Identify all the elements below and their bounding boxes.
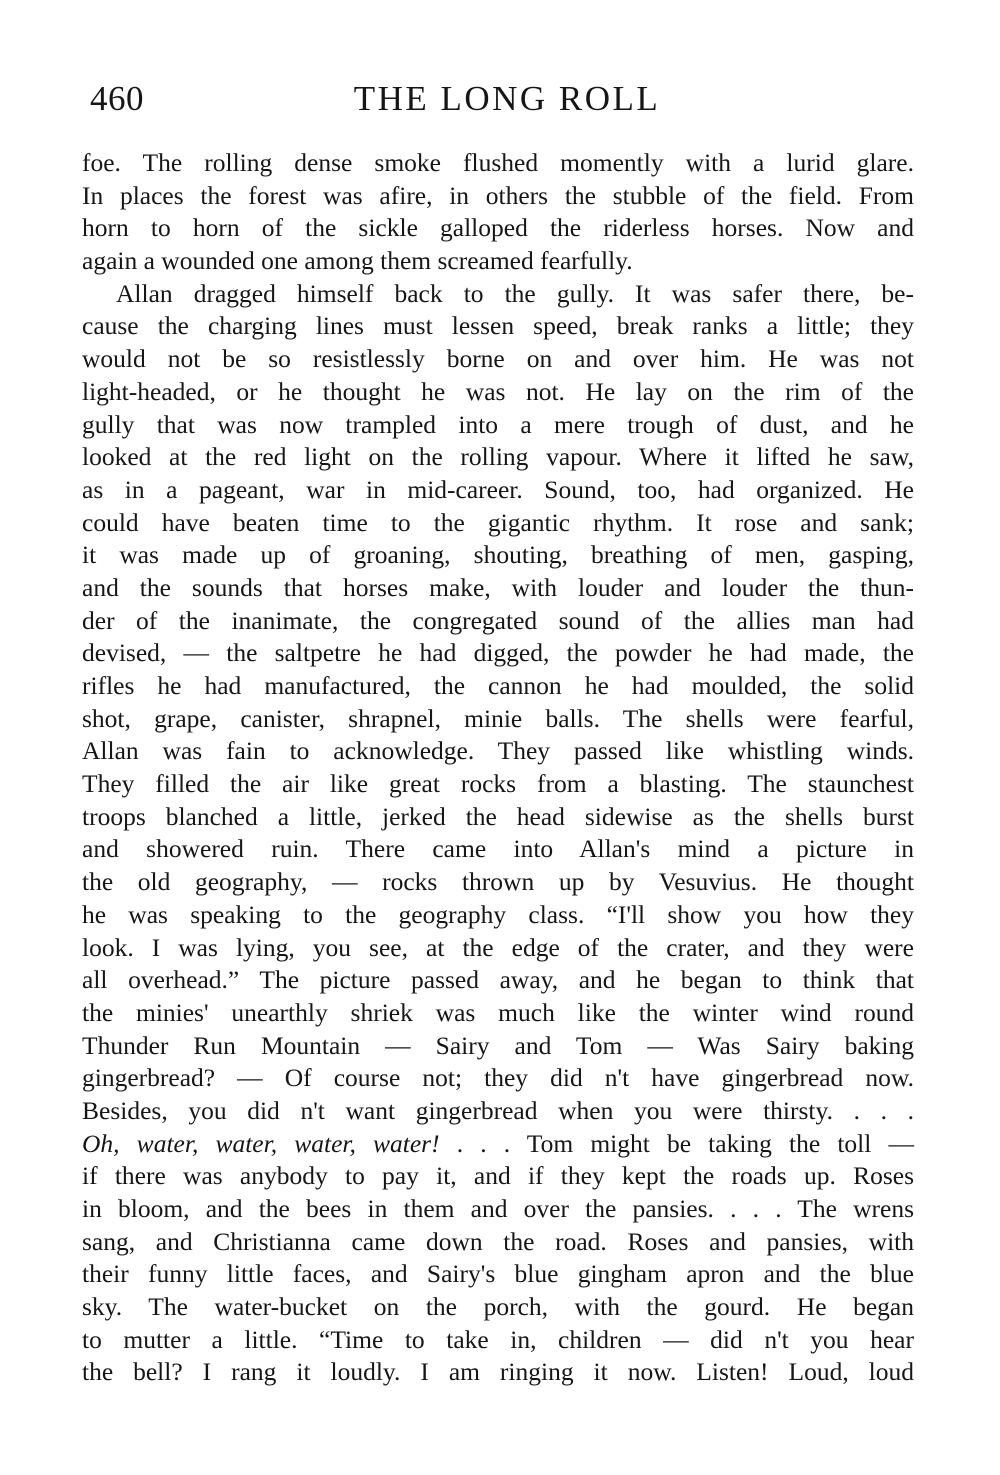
text-line: sky. The water-bucket on the porch, with the gourd. He began xyxy=(82,1292,914,1322)
text-line: Thunder Run Mountain — Sairy and Tom — Was Sairy baking xyxy=(82,1030,914,1060)
text-line: rifles he had manufactured, the cannon he had moulded, the solid xyxy=(82,671,914,700)
text-line: cause the charging lines must lessen speed, break ranks a little; they xyxy=(82,311,914,341)
text-line: troops blanched a little, jerked the head sidewise as the shells burst xyxy=(82,801,914,831)
text-line: he was speaking to the geography class. “I'll show you how they xyxy=(82,899,914,929)
line-text: . . . Tom might be taking the toll — xyxy=(456,1128,914,1158)
text-line: looked at the red light on the rolling vapour. Where it lifted he saw, xyxy=(82,442,914,472)
text-line: gingerbread? — Of course not; they did n't have gingerbread now. xyxy=(82,1063,914,1093)
text-line: Besides, you did n't want gingerbread when you were thirsty. . . . xyxy=(82,1095,914,1125)
text-line: horn to horn of the sickle galloped the riderless horses. Now and xyxy=(82,213,914,243)
text-line: They filled the air like great rocks from a blasting. The staunchest xyxy=(82,769,914,799)
text-line: and the sounds that horses make, with louder and louder the thun- xyxy=(82,572,914,602)
text-line: look. I was lying, you see, at the edge of the crater, and they were xyxy=(82,932,914,962)
running-title: THE LONG ROLL xyxy=(353,79,661,118)
text-line: the old geography, — rocks thrown up by Vesuvius. He thought xyxy=(82,867,914,897)
text-line: to mutter a little. “Time to take in, children — did n't you hear xyxy=(82,1324,914,1354)
text-line: all overhead.” The picture passed away, and he began to think that xyxy=(82,965,914,995)
text-line: light-headed, or he thought he was not. He lay on the rim of the xyxy=(82,376,914,406)
text-line: in bloom, and the bees in them and over the pansies. . . . The wrens xyxy=(82,1194,914,1223)
text-line: Allan dragged himself back to the gully. It was safer there, be- xyxy=(116,278,914,308)
text-line: the minies' unearthly shriek was much like the winter wind round xyxy=(82,997,914,1027)
text-line: could have beaten time to the gigantic rhythm. It rose and sank; xyxy=(82,507,914,537)
text-line: and showered ruin. There came into Allan's mind a picture in xyxy=(82,834,914,864)
text-line: if there was anybody to pay it, and if they kept the roads up. Roses xyxy=(82,1161,914,1191)
text-line: their funny little faces, and Sairy's blue gingham apron and the blue xyxy=(82,1259,914,1289)
text-line: it was made up of groaning, shouting, breathing of men, gasping, xyxy=(82,540,914,570)
text-line: devised, — the saltpetre he had digged, the powder he had made, the xyxy=(82,638,914,668)
text-line: shot, grape, canister, shrapnel, minie balls. The shells were fearful, xyxy=(82,703,914,733)
text-line: sang, and Christianna came down the road. Roses and pansies, with xyxy=(82,1226,914,1256)
body-text xyxy=(82,147,914,1389)
text-line: In places the forest was afire, in others the stubble of the field. From xyxy=(82,180,914,210)
text-line: foe. The rolling dense smoke flushed momently with a lurid glare. xyxy=(82,148,914,177)
page-header xyxy=(82,76,918,126)
italic-phrase: Oh, water, water, water, water! xyxy=(82,1128,440,1158)
text-line: the bell? I rang it loudly. I am ringing it now. Listen! Loud, loud xyxy=(82,1357,914,1387)
text-line: would not be so resistlessly borne on and over him. He was not xyxy=(82,344,914,374)
page-number: 460 xyxy=(90,79,144,118)
text-line: as in a pageant, war in mid-career. Sound, too, had organized. He xyxy=(82,474,914,504)
text-line xyxy=(82,1128,914,1161)
text-line: again a wounded one among them screamed fearfully. xyxy=(82,246,633,276)
text-line: der of the inanimate, the congregated sound of the allies man had xyxy=(82,605,914,635)
text-line: gully that was now trampled into a mere trough of dust, and he xyxy=(82,409,914,439)
text-line: Allan was fain to acknowledge. They passed like whistling winds. xyxy=(82,736,914,766)
